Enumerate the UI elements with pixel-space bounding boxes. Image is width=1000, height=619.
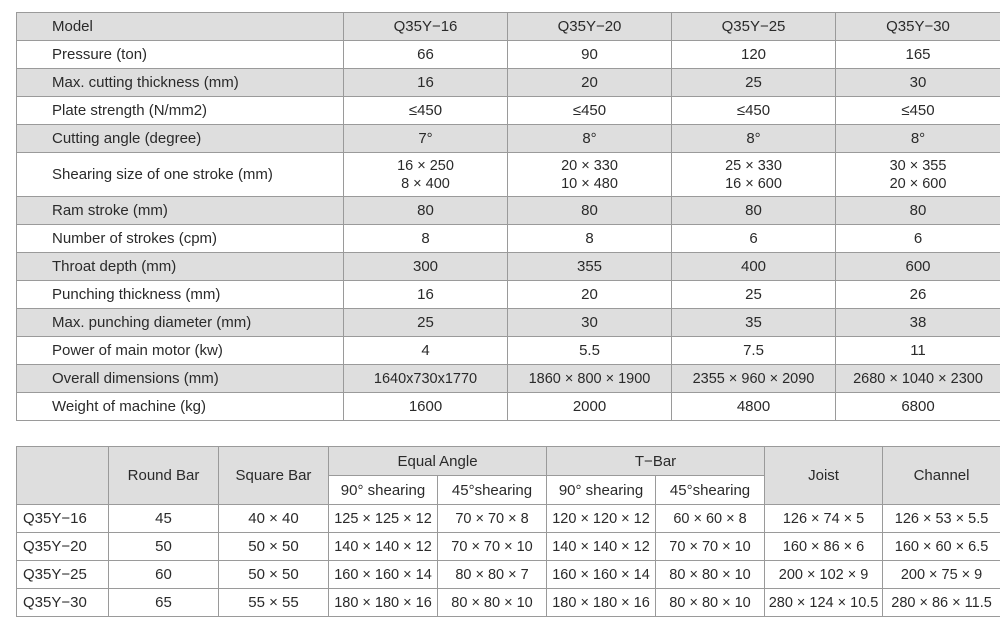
model-column-header: Q35Y−30 xyxy=(836,13,1000,41)
spec-value: 20 xyxy=(508,69,672,97)
square-bar-header: Square Bar xyxy=(219,447,329,505)
spec-value: 600 xyxy=(836,253,1000,281)
capacity-value: 180 × 180 × 16 xyxy=(547,589,656,617)
spec-label: Max. punching diameter (mm) xyxy=(17,309,344,337)
spec-value: 1600 xyxy=(344,393,508,421)
capacity-value: 160 × 60 × 6.5 xyxy=(883,533,1000,561)
spec-value: ≤450 xyxy=(836,97,1000,125)
spec-header-row xyxy=(17,13,1000,41)
capacity-value: 80 × 80 × 10 xyxy=(438,589,547,617)
spec-value: 4800 xyxy=(672,393,836,421)
equal-angle-header: Equal Angle xyxy=(329,447,547,476)
spec-value: ≤450 xyxy=(508,97,672,125)
spec-value: 16 xyxy=(344,69,508,97)
spec-row xyxy=(17,365,1000,393)
capacity-model: Q35Y−16 xyxy=(17,505,109,533)
capacity-value: 180 × 180 × 16 xyxy=(329,589,438,617)
spec-label: Throat depth (mm) xyxy=(17,253,344,281)
spec-value: 2680 × 1040 × 2300 xyxy=(836,365,1000,393)
spec-value: 8° xyxy=(672,125,836,153)
model-header: Model xyxy=(17,13,344,41)
capacity-model: Q35Y−20 xyxy=(17,533,109,561)
spec-value: 66 xyxy=(344,41,508,69)
spec-label: Cutting angle (degree) xyxy=(17,125,344,153)
spec-value: 8° xyxy=(836,125,1000,153)
capacity-model: Q35Y−25 xyxy=(17,561,109,589)
spec-value xyxy=(836,153,1000,197)
capacity-value: 60 xyxy=(109,561,219,589)
spec-value-line: 20 × 330 xyxy=(561,157,618,174)
shear-90-header: 90° shearing xyxy=(329,476,438,505)
spec-value: 80 xyxy=(508,197,672,225)
capacity-value: 200 × 75 × 9 xyxy=(883,561,1000,589)
spec-value-line: 16 × 600 xyxy=(725,175,782,192)
spec-value: 1860 × 800 × 1900 xyxy=(508,365,672,393)
spec-row xyxy=(17,337,1000,365)
spec-table xyxy=(16,12,1000,421)
spec-value: 2000 xyxy=(508,393,672,421)
capacity-value: 50 × 50 xyxy=(219,533,329,561)
spec-row xyxy=(17,153,1000,197)
spec-value: 355 xyxy=(508,253,672,281)
spec-row xyxy=(17,41,1000,69)
spec-value-line: 25 × 330 xyxy=(725,157,782,174)
spec-value: 25 xyxy=(672,281,836,309)
model-column-header: Q35Y−20 xyxy=(508,13,672,41)
capacity-value: 126 × 74 × 5 xyxy=(765,505,883,533)
spec-value xyxy=(672,153,836,197)
capacity-row xyxy=(17,589,1000,617)
spec-label: Overall dimensions (mm) xyxy=(17,365,344,393)
spec-value: 6 xyxy=(836,225,1000,253)
capacity-value: 140 × 140 × 12 xyxy=(547,533,656,561)
capacity-value: 70 × 70 × 8 xyxy=(438,505,547,533)
capacity-value: 280 × 86 × 11.5 xyxy=(883,589,1000,617)
spec-row xyxy=(17,225,1000,253)
shear-90-header: 90° shearing xyxy=(547,476,656,505)
spec-value: 35 xyxy=(672,309,836,337)
capacity-row xyxy=(17,533,1000,561)
spec-value: 300 xyxy=(344,253,508,281)
capacity-value: 65 xyxy=(109,589,219,617)
spec-value: 8 xyxy=(344,225,508,253)
capacity-value: 200 × 102 × 9 xyxy=(765,561,883,589)
channel-header: Channel xyxy=(883,447,1000,505)
spec-value-line: 20 × 600 xyxy=(889,175,947,192)
capacity-value: 160 × 160 × 14 xyxy=(547,561,656,589)
spec-row xyxy=(17,69,1000,97)
spec-value: 1640x730x1770 xyxy=(344,365,508,393)
capacity-value: 140 × 140 × 12 xyxy=(329,533,438,561)
capacity-value: 280 × 124 × 10.5 xyxy=(765,589,883,617)
joist-header: Joist xyxy=(765,447,883,505)
spec-row xyxy=(17,125,1000,153)
capacity-row xyxy=(17,561,1000,589)
capacity-value: 160 × 160 × 14 xyxy=(329,561,438,589)
spec-value-line: 30 × 355 xyxy=(889,157,947,174)
spec-value: 5.5 xyxy=(508,337,672,365)
spec-value: 165 xyxy=(836,41,1000,69)
spec-value: 400 xyxy=(672,253,836,281)
spec-value: 20 xyxy=(508,281,672,309)
capacity-model: Q35Y−30 xyxy=(17,589,109,617)
spec-value-line: 8 × 400 xyxy=(401,175,450,192)
spec-value: 4 xyxy=(344,337,508,365)
spec-value: 80 xyxy=(672,197,836,225)
spec-value: 25 xyxy=(344,309,508,337)
spec-value: ≤450 xyxy=(344,97,508,125)
spec-row xyxy=(17,97,1000,125)
spec-value-line: 16 × 250 xyxy=(397,157,454,174)
spec-row xyxy=(17,393,1000,421)
spec-value: 30 xyxy=(508,309,672,337)
spec-value: 26 xyxy=(836,281,1000,309)
capacity-value: 45 xyxy=(109,505,219,533)
spec-value: 8° xyxy=(508,125,672,153)
spec-value: 6 xyxy=(672,225,836,253)
capacity-value: 70 × 70 × 10 xyxy=(656,533,765,561)
spec-label: Max. cutting thickness (mm) xyxy=(17,69,344,97)
spec-value: 11 xyxy=(836,337,1000,365)
spec-value: 25 xyxy=(672,69,836,97)
spec-value: 80 xyxy=(344,197,508,225)
spec-row xyxy=(17,197,1000,225)
spec-value: 80 xyxy=(836,197,1000,225)
capacity-value: 70 × 70 × 10 xyxy=(438,533,547,561)
spec-label: Punching thickness (mm) xyxy=(17,281,344,309)
spec-value: 38 xyxy=(836,309,1000,337)
capacity-value: 126 × 53 × 5.5 xyxy=(883,505,1000,533)
capacity-value: 125 × 125 × 12 xyxy=(329,505,438,533)
round-bar-header: Round Bar xyxy=(109,447,219,505)
capacity-value: 160 × 86 × 6 xyxy=(765,533,883,561)
spec-value: 8 xyxy=(508,225,672,253)
capacity-value: 80 × 80 × 10 xyxy=(656,589,765,617)
spec-value: ≤450 xyxy=(672,97,836,125)
spec-value: 90 xyxy=(508,41,672,69)
spec-label: Ram stroke (mm) xyxy=(17,197,344,225)
spec-row xyxy=(17,281,1000,309)
capacity-value: 60 × 60 × 8 xyxy=(656,505,765,533)
spec-value: 120 xyxy=(672,41,836,69)
spec-value: 16 xyxy=(344,281,508,309)
corner-cell xyxy=(17,447,109,505)
shear-45-header: 45°shearing xyxy=(438,476,547,505)
capacity-value: 50 × 50 xyxy=(219,561,329,589)
model-column-header: Q35Y−16 xyxy=(344,13,508,41)
capacity-header-row xyxy=(17,447,1000,476)
model-column-header: Q35Y−25 xyxy=(672,13,836,41)
spec-row xyxy=(17,253,1000,281)
capacity-value: 80 × 80 × 10 xyxy=(656,561,765,589)
capacity-value: 50 xyxy=(109,533,219,561)
capacity-value: 40 × 40 xyxy=(219,505,329,533)
spec-value: 2355 × 960 × 2090 xyxy=(672,365,836,393)
capacity-row xyxy=(17,505,1000,533)
spec-row xyxy=(17,309,1000,337)
capacity-value: 80 × 80 × 7 xyxy=(438,561,547,589)
capacity-value: 120 × 120 × 12 xyxy=(547,505,656,533)
shear-45-header: 45°shearing xyxy=(656,476,765,505)
spec-label: Number of strokes (cpm) xyxy=(17,225,344,253)
capacity-value: 55 × 55 xyxy=(219,589,329,617)
spec-label: Weight of machine (kg) xyxy=(17,393,344,421)
capacity-table xyxy=(16,446,1000,617)
spec-value: 7° xyxy=(344,125,508,153)
t-bar-header: T−Bar xyxy=(547,447,765,476)
spec-value-line: 10 × 480 xyxy=(561,175,618,192)
spec-value xyxy=(344,153,508,197)
spec-table-body xyxy=(17,13,1000,421)
spec-value xyxy=(508,153,672,197)
spec-value: 7.5 xyxy=(672,337,836,365)
capacity-table-body xyxy=(17,447,1000,617)
spec-label: Shearing size of one stroke (mm) xyxy=(17,153,344,197)
spec-label: Pressure (ton) xyxy=(17,41,344,69)
spec-value: 30 xyxy=(836,69,1000,97)
spec-label: Plate strength (N/mm2) xyxy=(17,97,344,125)
spec-value: 6800 xyxy=(836,393,1000,421)
spec-label: Power of main motor (kw) xyxy=(17,337,344,365)
